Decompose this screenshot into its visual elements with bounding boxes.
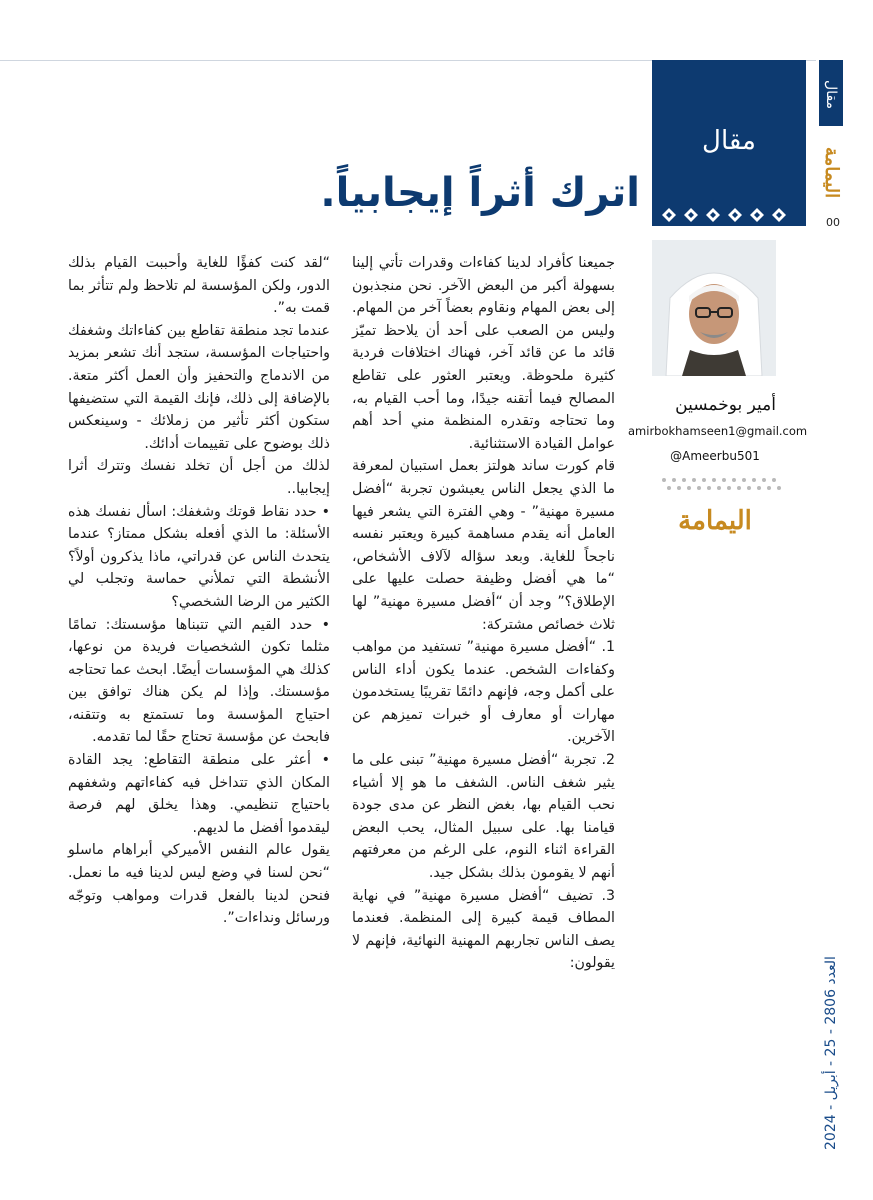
article-headline: اترك أثراً إيجابياً. [320,170,640,216]
paragraph: جميعنا كأفراد لدينا كفاءات وقدرات تأتي إلينا بسهولة أكبر من البعض الآخر. نحن منجذبون إلى بعض المهام ونقاوم بعضاً آخر من المهام. وليس من الصعب على أحد أن يلاحظ تميّز قائد ما عن قائد آخر، فهناك اختلافات فردية كثيرة ملحوظة. ويعتبر العثور على تقاطع المصالح فيما أتقنه جيدًا، وما أحب القيام به، وما تحتاجه وتقدره المنظمة مني أحد أهم عوامل القيادة الاستثنائية. [352,255,615,452]
section-title: مقال [702,126,756,156]
article-column-left [68,252,330,930]
paragraph: • أعثر على منطقة التقاطع: يجد القادة المكان الذي تتداخل فيه كفاءاتهم وشغفهم باحتياج تنظيمي. وهذا يخلق لهم فرصة ليقدموا أفضل ما لديهم. [68,752,330,836]
paragraph: 2. تجربة “أفضل مسيرة مهنية” تبنى على ما يثير شغف الناس. الشغف ما هو إلا أشياء نحب القيام بها، بغض النظر عن مدى جودة قيامنا بها. على سبيل المثال، يحب البعض القراءة اثناء النوم، على الرغم من معرفتهم أنهم لا يقومون بذلك بشكل جيد. [352,752,615,882]
author-photo [652,240,776,376]
paragraph: قام كورت ساند هولتز بعمل استبيان لمعرفة ما الذي يجعل الناس يعيشون تجربة “أفضل مسيرة مهنية” - وهي الفترة التي يشعر فيها العامل أنه يقدم مساهمة كبيرة ويعتبر نفسه ناجحاً للغاية. وبعد سؤاله لآلاف الأشخاص، “ما هي أفضل وظيفة حصلت عليها على الإطلاق؟” وجد أن “أفضل مسيرة مهنية” لها ثلاث خصائص مشتركة: [352,458,615,633]
magazine-logo: اليمامة [678,506,752,536]
paragraph: لذلك من أجل أن تخلد نفسك وتترك أثرا إيجابيا.. [68,458,330,497]
dotted-ornament-icon [656,474,786,494]
sidebar-logo: اليمامة [821,147,842,199]
author-handle: @Ameerbu501 [670,449,760,463]
paragraph: 3. تضيف “أفضل مسيرة مهنية” في نهاية المطاف قيمة كبيرة إلى المنظمة. فعندما يصف الناس تجاربهم المهنية النهائية، فإنهم لا يقولون: [352,887,615,972]
diamond-pattern-icon [652,204,806,226]
author-email: amirbokhamseen1@gmail.com [628,424,808,438]
paragraph: 1. “أفضل مسيرة مهنية” تستفيد من مواهب وكفاءات الشخص. عندما يكون أداء الناس على أكمل وجه، فإنهم دائمًا تقريبًا يستخدمون مهارات أو معارف أو خبرات تميزهم عن الآخرين. [352,639,615,746]
page-number: 00 [826,216,840,229]
paragraph: “لقد كنت كفؤًا للغاية وأحببت القيام بذلك الدور، ولكن المؤسسة لم تلاحظ ولم تتأثر بما قمت به”. [68,255,330,317]
paragraph: • حدد القيم التي تتبناها مؤسستك: تمامًا مثلما تكون الشخصيات فريدة من نوعها، كذلك هي المؤسسات أيضًا. ابحث عما تحتاجه مؤسستك. وإذا لم يكن هناك توافق بين احتياج المؤسسة وما تستمتع به وتتقنه، فابحث عن مؤسسة تحتاج حقًا لما تقدمه. [68,616,330,746]
paragraph: يقول عالم النفس الأميركي أبراهام ماسلو “نحن لسنا في وضع ليس لدينا فيه ما نعمل. فنحن لدينا بالفعل قدرات ومواهب وتوجّه ورسائل ونداءات”. [68,842,330,927]
author-name: أمير بوخمسين [675,395,776,415]
paragraph: • حدد نقاط قوتك وشغفك: اسأل نفسك هذه الأسئلة: ما الذي أفعله بشكل ممتاز؟ عندما يتحدث الناس عن قدراتي، ماذا يذكرون أولاً؟ الأنشطة التي تملأني حماسة وتجلب لي الكثير من الرضا الشخصي؟ [68,503,330,610]
article-column-right [352,252,615,975]
sidebar-section-label: مقال [823,80,839,110]
issue-info: العدد 2806 - 25 - أبريل - 2024 [823,956,839,1150]
paragraph: عندما تجد منطقة تقاطع بين كفاءاتك وشغفك واحتياجات المؤسسة، ستجد أنك تشعر بمزيد من الاندماج والتحفيز وأن العمل أكثر متعة. بالإضافة إلى ذلك، فإنك القيمة التي ستضيفها ستكون أكثر تأثير من زملائك - وسينعكس ذلك بوضوح على تقييمات أدائك. [68,322,330,452]
